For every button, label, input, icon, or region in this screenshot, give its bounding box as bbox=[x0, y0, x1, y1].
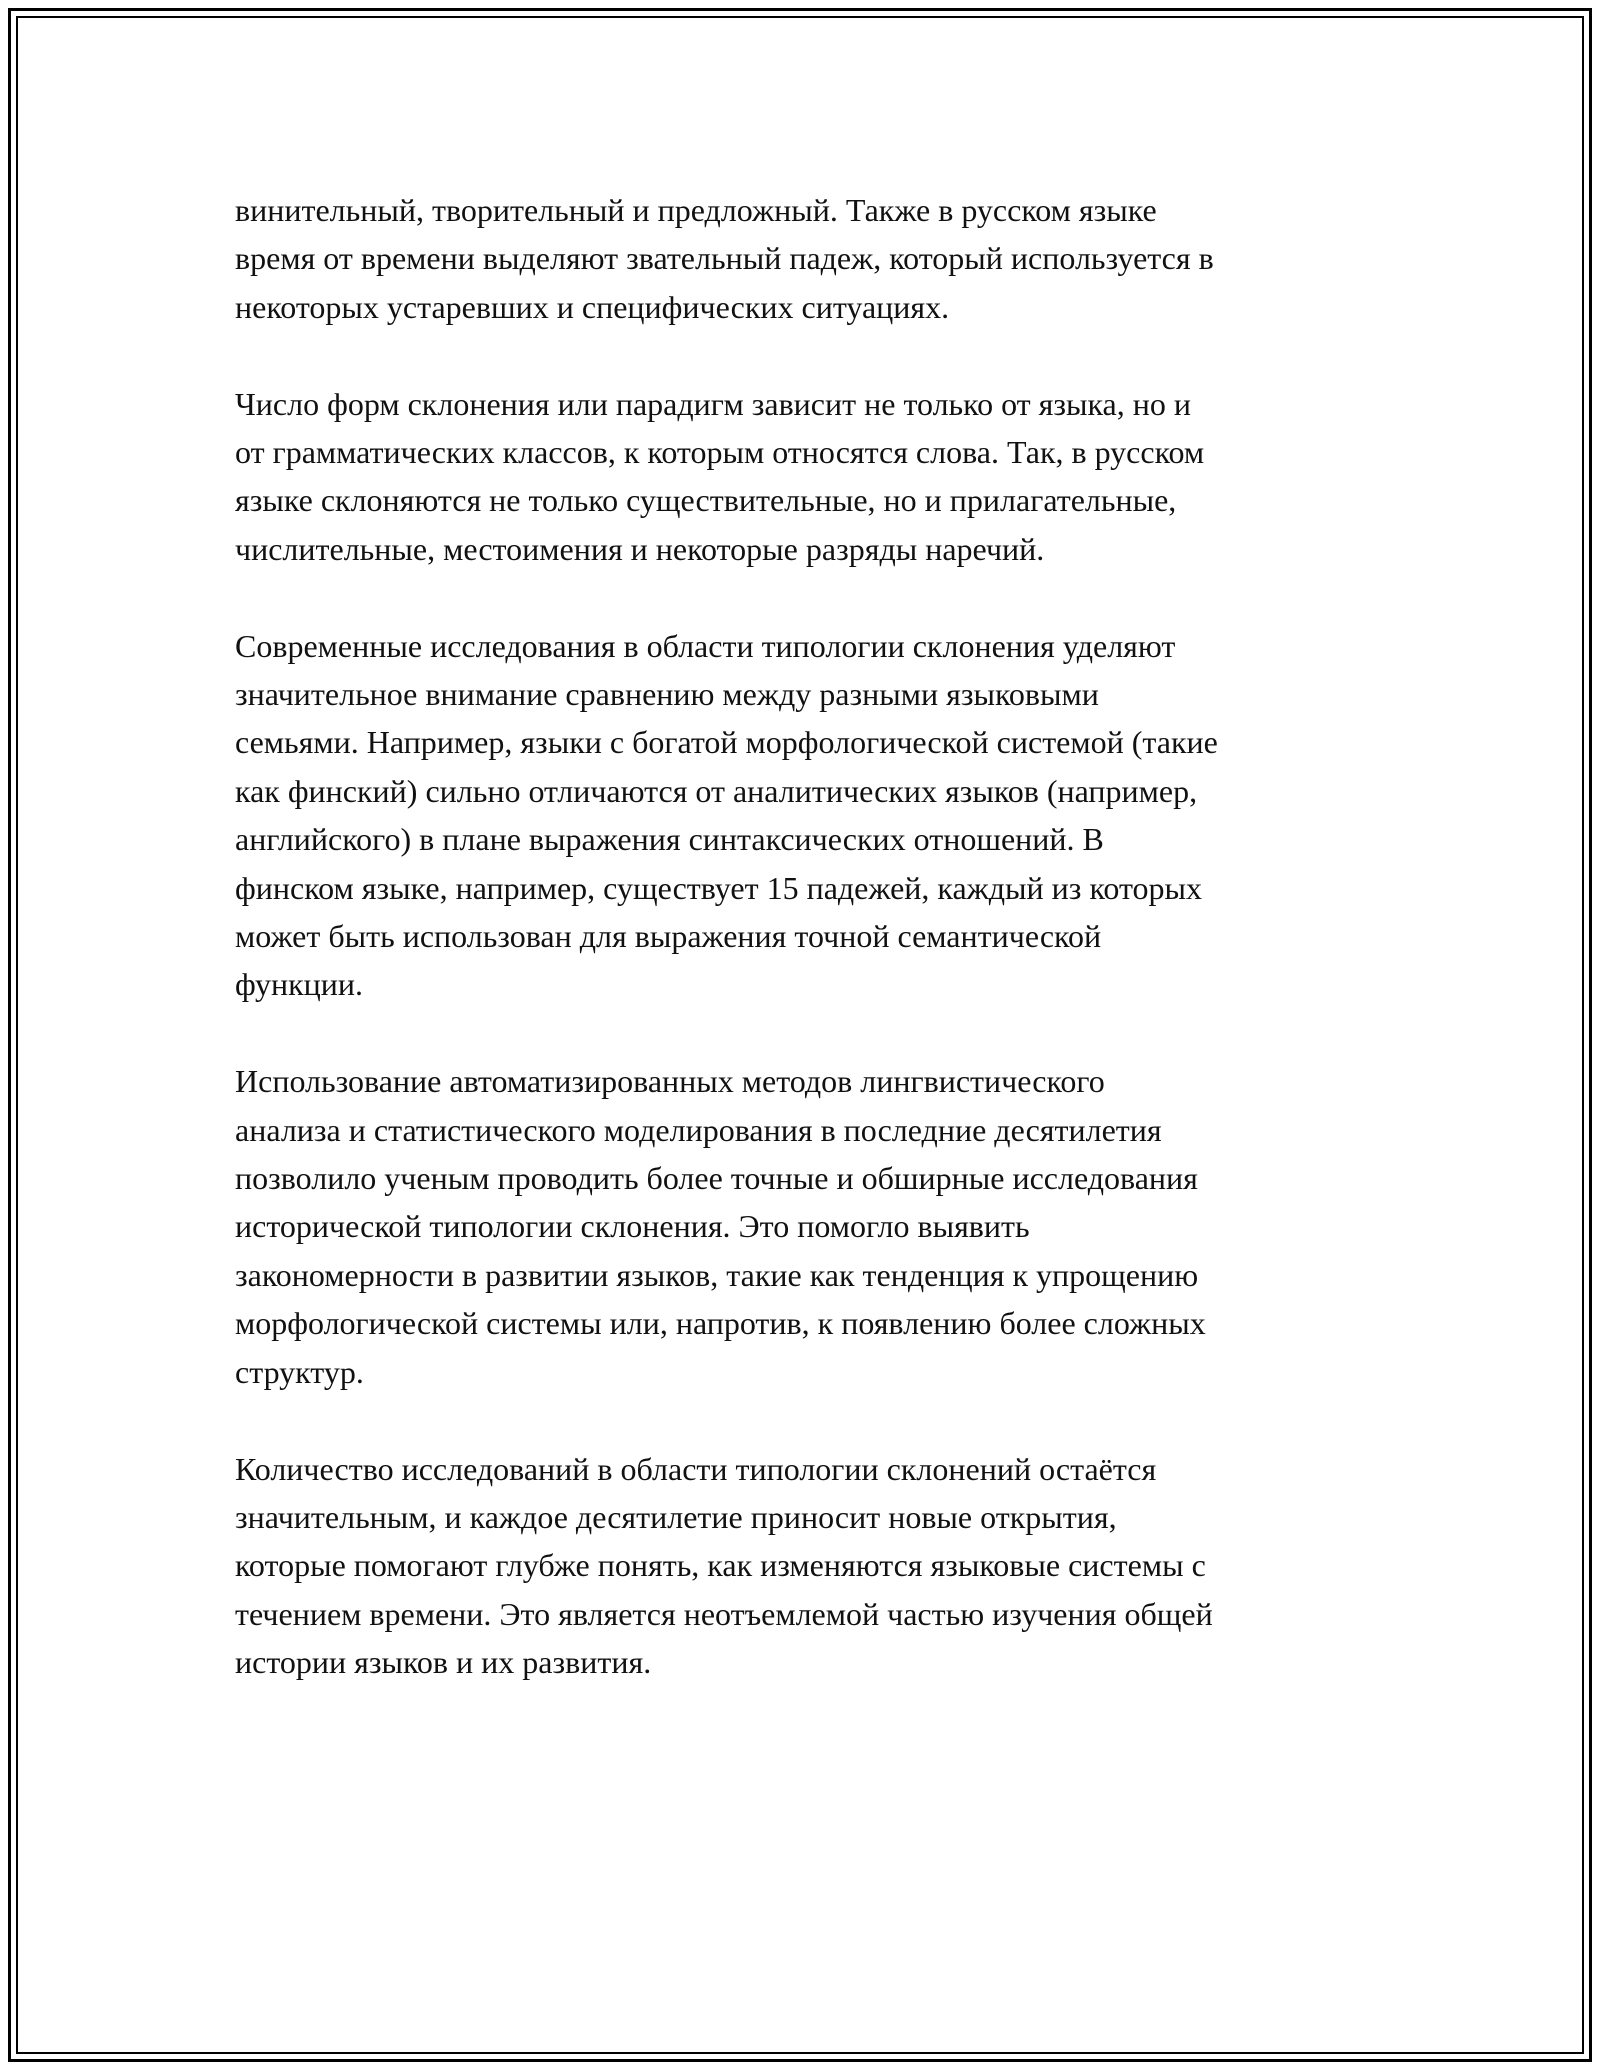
paragraph-modern-research bbox=[235, 622, 1380, 1009]
text-line: истории языков и их развития. bbox=[235, 1644, 652, 1681]
text-line: функции. bbox=[235, 966, 363, 1003]
text-line: Использование автоматизированных методов лингвистического bbox=[235, 1063, 1105, 1100]
paragraph-cases bbox=[235, 186, 1380, 331]
text-line: которые помогают глубже понять, как изменяются языковые системы с bbox=[235, 1547, 1206, 1584]
text-line: структур. bbox=[235, 1353, 364, 1390]
text-line: морфологической системы или, напротив, к появлению более сложных bbox=[235, 1305, 1206, 1342]
paragraph-conclusion bbox=[235, 1445, 1380, 1687]
text-line: от грамматических классов, к которым относятся слова. Так, в русском bbox=[235, 434, 1205, 471]
text-line: исторической типологии склонения. Это помогло выявить bbox=[235, 1208, 1030, 1245]
document-body bbox=[235, 186, 1380, 1735]
text-line: время от времени выделяют звательный падеж, который используется в bbox=[235, 240, 1214, 277]
text-line: закономерности в развитии языков, такие как тенденция к упрощению bbox=[235, 1256, 1199, 1293]
paragraph-automated-methods bbox=[235, 1057, 1380, 1396]
text-line: Число форм склонения или парадигм зависит не только от языка, но и bbox=[235, 385, 1191, 422]
text-line: Количество исследований в области типологии склонений остаётся bbox=[235, 1450, 1157, 1487]
text-line: английского) в плане выражения синтаксических отношений. В bbox=[235, 821, 1104, 858]
text-line: семьями. Например, языки с богатой морфологической системой (такие bbox=[235, 724, 1218, 761]
text-line: винительный, творительный и предложный. Также в русском языке bbox=[235, 192, 1157, 228]
text-line: Современные исследования в области типологии склонения уделяют bbox=[235, 627, 1176, 664]
text-line: значительным, и каждое десятилетие приносит новые открытия, bbox=[235, 1498, 1117, 1535]
text-line: как финский) сильно отличаются от аналитических языков (например, bbox=[235, 772, 1198, 809]
text-line: течением времени. Это является неотъемлемой частью изучения общей bbox=[235, 1595, 1213, 1632]
text-line: некоторых устаревших и специфических ситуациях. bbox=[235, 288, 950, 325]
text-line: анализа и статистического моделирования в последние десятилетия bbox=[235, 1111, 1162, 1148]
text-line: значительное внимание сравнению между разными языковыми bbox=[235, 676, 1099, 713]
text-line: числительные, местоимения и некоторые разряды наречий. bbox=[235, 530, 1045, 567]
text-line: может быть использован для выражения точной семантической bbox=[235, 918, 1102, 955]
text-line: позволило ученым проводить более точные и обширные исследования bbox=[235, 1160, 1198, 1197]
text-line: финском языке, например, существует 15 падежей, каждый из которых bbox=[235, 869, 1202, 906]
text-line: языке склоняются не только существительные, но и прилагательные, bbox=[235, 482, 1177, 519]
paragraph-paradigms bbox=[235, 380, 1380, 574]
